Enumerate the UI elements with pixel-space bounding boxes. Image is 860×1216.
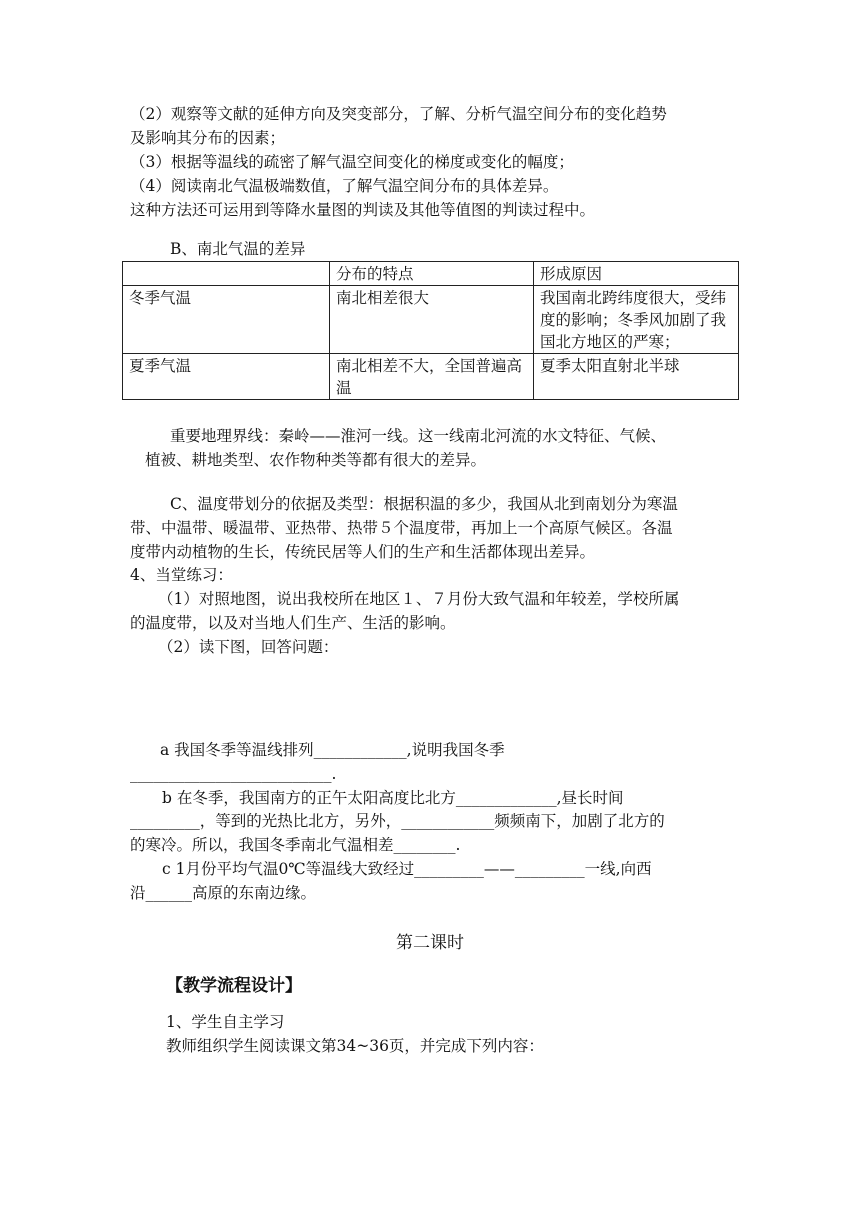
question-b-line-3: 的寒冷。所以，我国冬季南北气温相差________.: [130, 836, 461, 854]
table-header-row: [123, 262, 739, 286]
method-step-2-line-1: （2）观察等文献的延伸方向及突变部分，了解、分析气温空间分布的变化趋势: [130, 105, 667, 123]
method-note: 这种方法还可运用到等降水量图的判读及其他等值图的判读过程中。: [130, 201, 596, 219]
table-cell-season: 夏季气温: [123, 354, 330, 400]
method-step-4: （4）阅读南北气温极端数值，了解气温空间分布的具体差异。: [130, 177, 559, 195]
temperature-difference-table: [122, 261, 739, 400]
table-header-cell: [123, 262, 330, 286]
method-step-3: （3）根据等温线的疏密了解气温空间变化的梯度或变化的幅度；: [130, 153, 574, 171]
step-1-description: 教师组织学生阅读课文第34~36页，并完成下列内容：: [166, 1037, 544, 1055]
zones-line-1: C、温度带划分的依据及类型：根据积温的多少，我国从北到南划分为寒温: [170, 495, 678, 513]
boundary-line-2: 植被、耕地类型、农作物种类等都有很大的差异。: [145, 451, 487, 469]
question-b-line-1: b 在冬季，我国南方的正午太阳高度比北方_____________,昼长时间: [162, 789, 624, 807]
practice-q1-line-1: （1）对照地图，说出我校所在地区１、７月份大致气温和年较差，学校所属: [158, 590, 680, 608]
zones-line-2: 带、中温带、暖温带、亚热带、热带５个温度带，再加上一个高原气候区。各温: [130, 519, 673, 537]
table-cell-feature: 南北相差不大，全国普遍高温: [330, 354, 534, 400]
practice-q1-line-2: 的温度带，以及对当地人们生产、生活的影响。: [130, 614, 456, 632]
step-1-heading: 1、学生自主学习: [166, 1013, 285, 1031]
practice-q2: （2）读下图，回答问题：: [158, 638, 339, 656]
zones-line-3: 度带内动植物的生长，传统民居等人们的生产和生活都体现出差异。: [130, 543, 596, 561]
question-c-line-2: 沿______高原的东南边缘。: [130, 884, 317, 902]
section-title: 第二课时: [396, 933, 464, 953]
table-cell-reason: 夏季太阳直射北半球: [534, 354, 739, 400]
flow-design-heading: 【教学流程设计】: [166, 976, 302, 996]
boundary-line-1: 重要地理界线：秦岭——淮河一线。这一线南北河流的水文特征、气候、: [170, 427, 667, 445]
table-cell-season: 冬季气温: [123, 286, 330, 354]
question-b-line-2: _________，等到的光热比北方，另外，____________频频南下，加剧了北方的: [130, 812, 665, 830]
table-row: [123, 354, 739, 400]
question-c-line-1: c 1月份平均气温0℃等温线大致经过_________——_________一线,向西: [162, 860, 652, 878]
table-cell-feature: 南北相差很大: [330, 286, 534, 354]
table-row: [123, 286, 739, 354]
question-a-line-2: __________________________.: [130, 765, 337, 783]
method-step-2-line-2: 及影响其分布的因素；: [130, 129, 286, 147]
practice-heading: 4、当堂练习：: [130, 566, 233, 584]
table-cell-reason: 我国南北跨纬度很大，受纬度的影响；冬季风加剧了我国北方地区的严寒；: [534, 286, 739, 354]
table-header-cell: 形成原因: [534, 262, 739, 286]
section-b-heading: B、南北气温的差异: [170, 240, 306, 258]
table-header-cell: 分布的特点: [330, 262, 534, 286]
question-a-line-1: a 我国冬季等温线排列____________,说明我国冬季: [160, 741, 505, 759]
